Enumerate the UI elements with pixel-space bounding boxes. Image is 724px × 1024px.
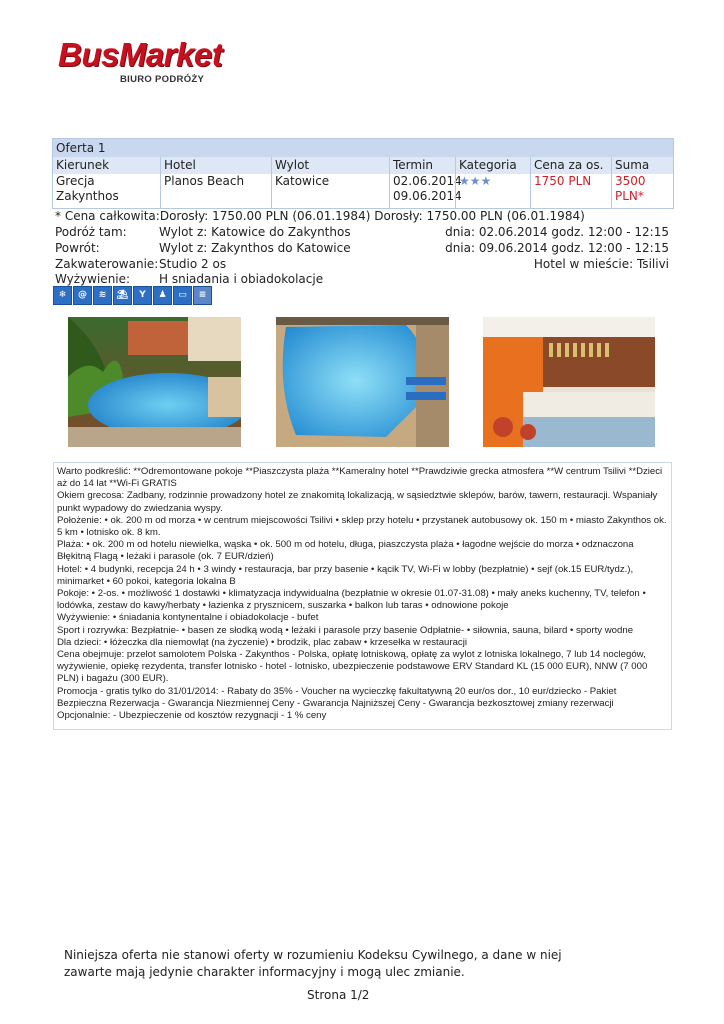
desc-rooms: Pokoje: • 2-os. • możliwość 1 dostawki • klimatyzacja indywidualna (bezpłatnie w okresie 01.07-31.08) • mały aneks kuchenny, TV, telefon • lodówka, zestaw do kawy/herbaty • łazienka z prysznicem, suszarka • balkon lub taras • odnowione pokoje (57, 588, 646, 612)
document-icon: ≡ (193, 286, 212, 305)
desc-promotion: Promocja - gratis tylko do 31/01/2014: - Rabaty do 35% - Voucher na wycieczkę fakultatywną 20 eur/os dor., 10 eur/dziecko - Pakiet Bezpieczna Rezerwacja - Gwarancja Niezmiennej Ceny - Gwarancja Najniższej Ceny - Gwarancja bezkosztowej zmiany rezerwacji (57, 685, 617, 709)
offer-table (52, 138, 674, 209)
termin-start: 02.06.2014 (393, 174, 462, 188)
wyzywienie-value: H sniadania i obiadokolacje (159, 272, 324, 286)
podroz-value: Wylot z: Katowice do Zakynthos (159, 225, 351, 239)
header-suma: Suma (611, 157, 673, 174)
desc-highlights: Warto podkreślić: **Odremontowane pokoje **Piaszczysta plaża **Kameralny hotel **Prawdziwie grecka atmosfera **W centrum Tsilivi **Dzieci aż do 14 lat **Wi-Fi GRATIS (57, 466, 663, 490)
header-kierunek: Kierunek (53, 157, 160, 174)
tv-icon: ▭ (173, 286, 192, 305)
desc-location: Położenie: • ok. 200 m od morza • w centrum miejscowości Tsilivi • sklep przy hotelu • przystanek autobusowy ok. 150 m • miasto Zakynthos ok. 5 km • lotnisko ok. 8 km. (57, 514, 667, 539)
zakwaterowanie-label: Zakwaterowanie: (55, 257, 159, 271)
header-termin: Termin (389, 157, 455, 174)
desc-optional: Opcjonalnie: - Ubezpieczenie od kosztów rezygnacji - 1 % ceny (57, 710, 327, 722)
star-rating-icon: ★★★ (459, 174, 492, 188)
hotel-bar-photo (483, 317, 655, 447)
cell-termin (389, 174, 462, 208)
header-hotel: Hotel (160, 157, 271, 174)
at-internet-icon: @ (73, 286, 92, 305)
desc-meals: Wyżywienie: • śniadania kontynentalne i obiadokolacje - bufet (57, 612, 319, 624)
desc-sport: Sport i rozrywka: Bezpłatnie- • basen ze słodką wodą • leżaki i parasole przy basenie Odpłatnie- • siłownia, sauna, bilard • sporty wodne (57, 624, 634, 636)
header-wylot: Wylot (271, 157, 389, 174)
hotel-location: Hotel w mieście: Tsilivi (533, 257, 669, 271)
desc-kids: Dla dzieci: • łóżeczka dla niemowląt (na życzenie) • brodzik, plac zabaw • krzesełka w restauracji (57, 636, 467, 648)
price-per-person: 1750 PLN (534, 174, 592, 188)
wyzywienie-label: Wyżywienie: (55, 272, 131, 286)
powrot-value: Wylot z: Zakynthos do Katowice (159, 241, 351, 255)
cell-kierunek (53, 174, 160, 208)
cell-kategoria (455, 174, 530, 208)
cell-hotel (160, 174, 271, 208)
powrot-label: Powrót: (55, 241, 100, 255)
total-currency: PLN* (615, 189, 644, 203)
page-number: Strona 1/2 (307, 988, 370, 1002)
logo-tagline: BIURO PODRÓŻY (120, 74, 205, 85)
podroz-label: Podróż tam: (55, 225, 127, 239)
desc-hotel: Hotel: • 4 budynki, recepcja 24 h • 3 windy • restauracja, bar przy basenie • kącik TV, Wi-Fi w lobby (bezpłatnie) • sejf (ok.15 EUR/tydz.), minimarket • 60 pokoi, kategoria lokalna B (57, 563, 634, 587)
amenity-icons (53, 286, 212, 305)
desc-price-includes: Cena obejmuje: przelot samolotem Polska - Zakynthos - Polska, opłatę lotniskową, opłatę za wylot z lotniska lokalnego, 7 lub 14 noclegów, wyżywienie, opiekę rezydenta, transfer lotnisko - hotel - lotnisko, ubezpieczenie podstawowe ERV Standard KL (15 000 EUR), NNW (7 000 PLN) i bagażu (300 EUR). (57, 649, 648, 685)
snowflake-ac-icon: ❄ (53, 286, 72, 305)
total-amount: 3500 (615, 174, 646, 188)
price-note: * Cena całkowita:Dorosły: 1750.00 PLN (06.01.1984) Dorosły: 1750.00 PLN (06.01.1984) (55, 209, 585, 223)
family-icon: ♟ (153, 286, 172, 305)
zakwaterowanie-value: Studio 2 os (159, 257, 227, 271)
departure-city: Katowice (275, 174, 330, 188)
busmarket-logo (58, 36, 228, 96)
powrot-date: dnia: 09.06.2014 godz. 12:00 - 12:15 (445, 241, 669, 255)
disclaimer: Niniejsza oferta nie stanowi oferty w rozumieniu Kodeksu Cywilnego, a dane w niej zawarte mają jedynie charakter informacyjny i mogą ulec zmianie. (64, 948, 562, 979)
hotel-description (53, 462, 672, 730)
header-kategoria: Kategoria (455, 157, 530, 174)
offer-title: Oferta 1 (53, 139, 673, 157)
cell-cena (530, 174, 611, 208)
header-cena: Cena za os. (530, 157, 611, 174)
hotel-pool-photo-1 (68, 317, 241, 447)
beach-icon: ⛱ (113, 286, 132, 305)
hotel-name: Planos Beach (164, 174, 245, 188)
desc-beach: Plaża: • ok. 200 m od hotelu niewielka, wąska • ok. 500 m od hotelu, długa, piaszczysta plaża • łagodne wejście do morza • odznaczona Błękitną Flagą • leżaki i parasole (ok. 7 EUR/dzień) (57, 539, 634, 563)
logo-text: BusMarket (58, 36, 223, 73)
kierunek-country: Grecja (56, 174, 95, 188)
desc-grecos: Okiem grecosa: Zadbany, rodzinnie prowadzony hotel ze znakomitą lokalizacją, w sąsiedztwie sklepów, barów, tawern, restauracji. Wspaniały punkt wypadowy do zwiedzania wyspy. (57, 490, 658, 514)
bar-icon: Y (133, 286, 152, 305)
pool-icon: ≋ (93, 286, 112, 305)
hotel-pool-photo-2 (276, 317, 449, 447)
podroz-date: dnia: 02.06.2014 godz. 12:00 - 12:15 (445, 225, 669, 239)
cell-suma (611, 174, 673, 208)
kierunek-region: Zakynthos (56, 189, 119, 203)
cell-wylot (271, 174, 389, 208)
termin-end: 09.06.2014 (393, 189, 462, 203)
